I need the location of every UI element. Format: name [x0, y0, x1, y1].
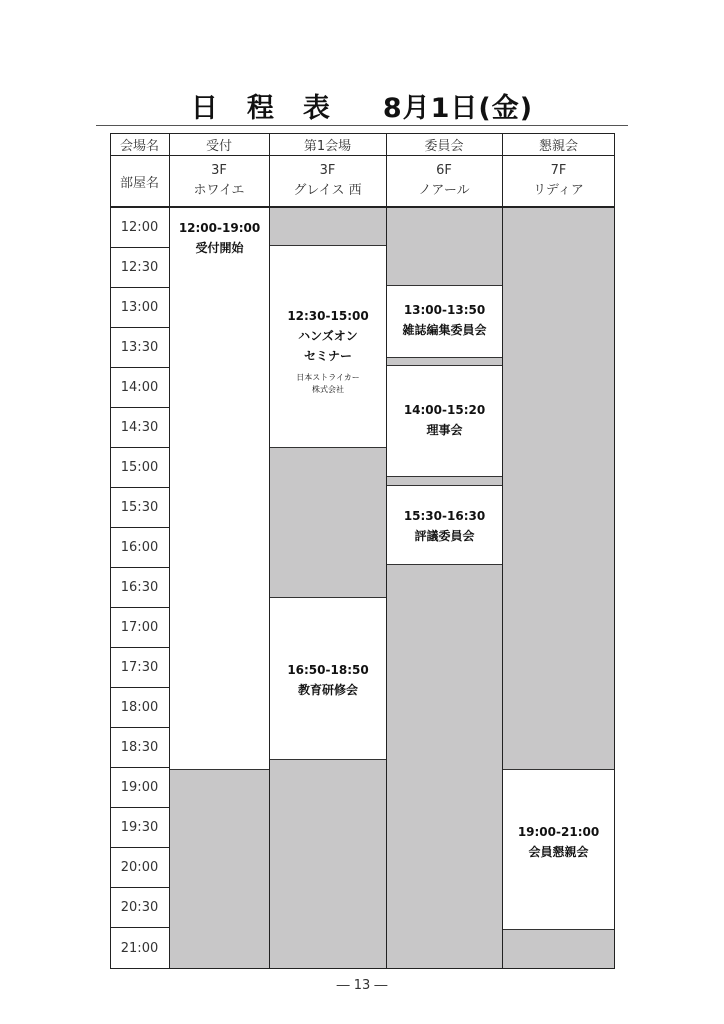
event-journal-committee	[386, 285, 503, 358]
time-slot-label: 20:00	[120, 859, 159, 875]
header-room-label: 部屋名	[119, 175, 159, 191]
time-divider	[110, 367, 169, 368]
header-room-committee	[386, 161, 502, 201]
event-name: 教育研修会	[297, 683, 358, 697]
event-name: 受付開始	[195, 241, 244, 255]
sponsor-line1: 日本ストライカー	[296, 373, 360, 382]
time-slot-label: 17:30	[120, 659, 159, 675]
time-slot-label: 21:00	[120, 940, 159, 956]
event-reception	[169, 207, 270, 770]
room-text: ホワイエ	[193, 183, 245, 198]
unused-slot	[502, 929, 615, 969]
event-name-line2: セミナー	[303, 349, 352, 363]
unused-slot	[269, 447, 386, 597]
grid-line	[110, 968, 615, 969]
header-room-hall1	[269, 161, 386, 201]
time-slot-label: 13:00	[120, 299, 159, 315]
floor-text: 7F	[550, 163, 567, 178]
header-venue-social: 懇親会	[538, 138, 578, 154]
grid-line	[169, 133, 170, 969]
time-divider	[110, 727, 169, 728]
grid-line	[110, 155, 615, 156]
event-time: 12:30-15:00	[287, 309, 369, 323]
time-slot-label: 16:30	[120, 579, 159, 595]
time-divider	[110, 567, 169, 568]
time-divider	[110, 807, 169, 808]
event-time: 12:00-19:00	[178, 221, 261, 235]
event-time: 13:00-13:50	[403, 303, 486, 317]
event-sponsor	[270, 372, 386, 396]
time-slot-label: 19:00	[120, 779, 159, 795]
title-underline	[96, 125, 628, 126]
event-time: 14:00-15:20	[403, 403, 486, 417]
grid-line	[110, 206, 615, 208]
time-slot-label: 13:30	[120, 339, 159, 355]
unused-slot	[269, 759, 386, 969]
time-divider	[110, 607, 169, 608]
time-divider	[110, 687, 169, 688]
header-venue-committee: 委員会	[424, 138, 464, 154]
floor-text: 6F	[436, 163, 452, 178]
event-hands-on-seminar	[269, 245, 387, 448]
time-divider	[110, 327, 169, 328]
time-divider	[110, 847, 169, 848]
event-time: 16:50-18:50	[287, 663, 369, 677]
time-divider	[110, 647, 169, 648]
time-divider	[110, 407, 169, 408]
event-council-committee	[386, 485, 503, 565]
time-divider	[110, 247, 169, 248]
time-divider	[110, 927, 169, 928]
unused-slot	[269, 207, 386, 245]
time-slot-label: 17:00	[120, 619, 159, 635]
event-board-meeting	[386, 365, 503, 477]
unused-slot	[169, 769, 269, 969]
floor-text: 3F	[211, 163, 227, 178]
time-slot-label: 15:30	[120, 499, 159, 515]
time-slot-label: 14:00	[120, 379, 159, 395]
time-slot-label: 16:00	[120, 539, 159, 555]
header-venue-hall1: 第1会場	[303, 138, 352, 154]
room-text: リディア	[533, 183, 584, 198]
grid-line	[386, 133, 387, 969]
time-slot-label: 12:30	[120, 259, 159, 275]
event-education-seminar	[269, 597, 387, 760]
event-name: 雑誌編集委員会	[402, 323, 487, 337]
page-number: ― 13 ―	[336, 978, 388, 993]
time-divider	[110, 487, 169, 488]
time-slot-label: 18:00	[120, 699, 159, 715]
page-title	[0, 86, 724, 125]
grid-line	[110, 133, 111, 969]
room-text: ノアール	[418, 183, 470, 198]
event-name: 評議委員会	[414, 529, 475, 543]
time-divider	[110, 287, 169, 288]
time-divider	[110, 767, 169, 768]
header-room-social	[502, 161, 615, 201]
event-name: 会員懇親会	[528, 845, 589, 859]
event-time: 19:00-21:00	[517, 825, 600, 839]
title-label: 日 程 表	[190, 93, 331, 124]
grid-line	[502, 133, 503, 969]
event-name: 理事会	[426, 423, 463, 437]
time-divider	[110, 447, 169, 448]
header-venue-label: 会場名	[119, 138, 159, 154]
header-room-reception	[169, 161, 269, 201]
unused-slot	[502, 207, 615, 769]
time-slot-label: 20:30	[120, 899, 159, 915]
time-divider	[110, 887, 169, 888]
grid-line	[110, 133, 615, 134]
floor-text: 3F	[319, 163, 336, 178]
event-name: ハンズオン	[298, 329, 358, 343]
time-slot-label: 19:30	[120, 819, 159, 835]
sponsor-line2: 株式会社	[312, 385, 344, 394]
grid-line	[269, 133, 270, 969]
time-slot-label: 18:30	[120, 739, 159, 755]
grid-line	[614, 133, 615, 969]
schedule-table	[110, 133, 615, 969]
time-divider	[110, 527, 169, 528]
time-slot-label: 12:00	[120, 219, 159, 235]
event-time: 15:30-16:30	[403, 509, 486, 523]
time-slot-label: 14:30	[120, 419, 159, 435]
room-text: グレイス 西	[293, 183, 362, 198]
event-social-gathering	[502, 769, 615, 930]
title-date: 8月1日(金)	[382, 93, 534, 124]
header-venue-reception: 受付	[205, 138, 232, 154]
time-slot-label: 15:00	[120, 459, 159, 475]
